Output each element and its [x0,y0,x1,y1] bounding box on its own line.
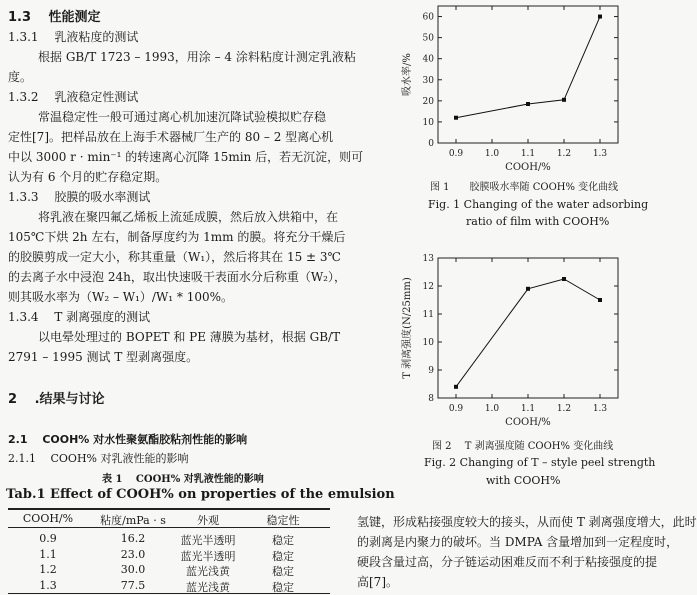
paragraph-line: 105℃下烘 2h 左右，制备厚度约为 1mm 的膜。将充分干燥后 [8,230,346,244]
data-point [526,102,530,106]
figure-2-caption-en-1: Fig. 2 Changing of T – style peel strength [424,456,656,469]
y-tick-label: 11 [422,310,434,320]
y-tick-label: 30 [422,75,434,86]
y-tick-label: 60 [422,12,434,23]
y-tick-label: 0 [428,139,434,149]
y-axis-label: T 剥离强度(N/25mm) [402,277,413,379]
table-caption-cn: 表 1 COOH% 对乳液性能的影响 [102,474,264,485]
y-tick-label: 9 [428,366,434,376]
paragraph-line: 则其吸水率为（W₂ – W₁）/W₁ * 100%。 [8,290,234,304]
y-tick-label: 12 [422,282,434,292]
x-tick-label: 1.2 [556,149,572,159]
x-axis-label: COOH/% [505,417,551,428]
x-tick-label: 1.3 [592,404,608,414]
y-tick-label: 10 [422,338,434,348]
chart2-svg [400,250,630,428]
plot-frame [438,6,618,143]
x-tick-label: 1.1 [520,404,536,414]
data-series-line [456,279,600,387]
paragraph-line: 定性[7]。把样品放在上海手术器械厂生产的 80 – 2 型离心机 [8,130,334,144]
table-cell: 0.9 [39,532,57,545]
table-cell: 稳定 [272,549,294,563]
table-cell: 蓝光半透明 [180,549,236,563]
data-point [526,287,530,291]
paragraph-line: 的去离子水中浸泡 24h，取出快速吸干表面水分后称重（W₂）， [8,270,346,284]
figure-1-water-absorption-chart [400,0,630,173]
table-cell: 蓝光浅黄 [186,580,230,594]
paragraph-line: 中以 3000 r · min⁻¹ 的转速离心沉降 15min 后，若无沉淀，则可 [8,150,364,164]
y-tick-label: 50 [422,33,434,44]
table-cell: 1.1 [39,547,57,561]
table-cell: 稳定 [272,565,294,578]
y-tick-label: 8 [428,394,434,404]
figure-1-caption-en-1: Fig. 1 Changing of the water adsorbing [428,198,649,211]
paragraph-line: 的胶膜剪成一定大小，称其重量（W₁），然后将其在 15 ± 3℃ [8,250,341,264]
table-cell: 1.2 [39,563,57,576]
paragraph-line: 将乳液在聚四氟乙烯板上流延成膜，然后放入烘箱中，在 [38,210,339,224]
paragraph-line: 高[7]。 [357,575,398,589]
paragraph-line: 以电晕处理过的 BOPET 和 PE 薄膜为基材，根据 GB/T [38,330,341,344]
paragraph-line: 常温稳定性一般可通过离心机加速沉降试验模拟贮存稳 [38,110,327,124]
table-cell: 蓝光半透明 [180,534,236,547]
y-tick-label: 13 [422,254,434,264]
x-tick-label: 1.0 [484,149,500,159]
paragraph-line: 根据 GB/T 1723 – 1993，用涂 – 4 涂料粘度计测定乳液粘 [38,50,356,64]
table-header-cell: 稳定性 [266,514,300,527]
plot-frame [438,258,618,398]
data-point [454,385,458,389]
paragraph-line: 2791 – 1995 测试 T 型剥离强度。 [8,350,199,364]
data-point [562,98,566,102]
paragraph-line: 硬段含量过高，分子链运动困难反而不利于粘接强度的提 [357,555,658,569]
table-cell: 23.0 [120,547,146,561]
x-tick-label: 0.9 [448,149,464,159]
x-tick-label: 1.2 [556,404,572,414]
figure-2-caption-en-2: with COOH% [486,474,561,487]
data-point [598,298,602,302]
subsection-heading-2-1-1: 2.1.1 COOH% 对乳液性能的影响 [8,452,189,465]
table-cell: 16.2 [120,532,146,545]
section-heading-2: 2 .结果与讨论 [8,392,105,407]
table-cell: 稳定 [272,534,294,547]
chart1-svg [400,0,630,173]
section-heading-1-3: 1.3 性能测定 [8,10,101,25]
subsection-heading-1-3-4: 1.3.4 T 剥离强度的测试 [8,310,151,324]
table-cell: 蓝光浅黄 [186,565,230,578]
paragraph-line: 度。 [8,70,33,84]
data-point [454,116,458,120]
table-cell: 1.3 [39,578,57,592]
table-top-rule [8,508,330,510]
paragraph-line: 氢键，形成粘接强度较大的接头，从而使 T 剥离强度增大，此时 [357,515,697,529]
subsection-heading-1-3-1: 1.3.1 乳液粘度的测试 [8,30,139,44]
table-header-cell: 粘度/mPa · s [100,514,166,527]
data-point [598,15,602,19]
figure-2-caption-cn: 图 2 T 剥离强度随 COOH% 变化曲线 [432,441,614,452]
y-tick-label: 10 [422,117,434,128]
table-cell: 77.5 [120,578,146,592]
table-header-cell: 外观 [197,514,219,527]
y-axis-label: 吸水率/% [402,53,413,96]
figure-1-caption-en-2: ratio of film with COOH% [466,215,610,228]
subsection-heading-2-1: 2.1 COOH% 对水性聚氨酯胶粘剂性能的影响 [8,433,248,446]
y-tick-label: 40 [422,54,434,65]
y-tick-label: 20 [422,96,434,107]
x-tick-label: 1.1 [520,149,536,159]
data-point [562,277,566,281]
paragraph-line: 认为有 6 个月的贮存稳定期。 [8,170,168,184]
x-tick-label: 1.0 [484,404,500,414]
paragraph-line: 的剥离是内聚力的破坏。当 DMPA 含量增加到一定程度时， [357,535,679,549]
x-tick-label: 0.9 [448,404,464,414]
table-cell: 30.0 [120,563,146,576]
x-axis-label: COOH/% [505,162,551,173]
subsection-heading-1-3-2: 1.3.2 乳液稳定性测试 [8,90,139,104]
x-tick-label: 1.3 [592,149,608,159]
table-caption-en: Tab.1 Effect of COOH% on properties of the emulsion [6,487,395,502]
figure-2-peel-strength-chart [400,250,630,428]
subsection-heading-1-3-3: 1.3.3 胶膜的吸水率测试 [8,190,151,204]
figure-1-caption-cn: 图 1 胶膜吸水率随 COOH% 变化曲线 [430,182,619,193]
table-cell: 稳定 [272,580,294,594]
table-header-cell: COOH/% [22,512,74,525]
